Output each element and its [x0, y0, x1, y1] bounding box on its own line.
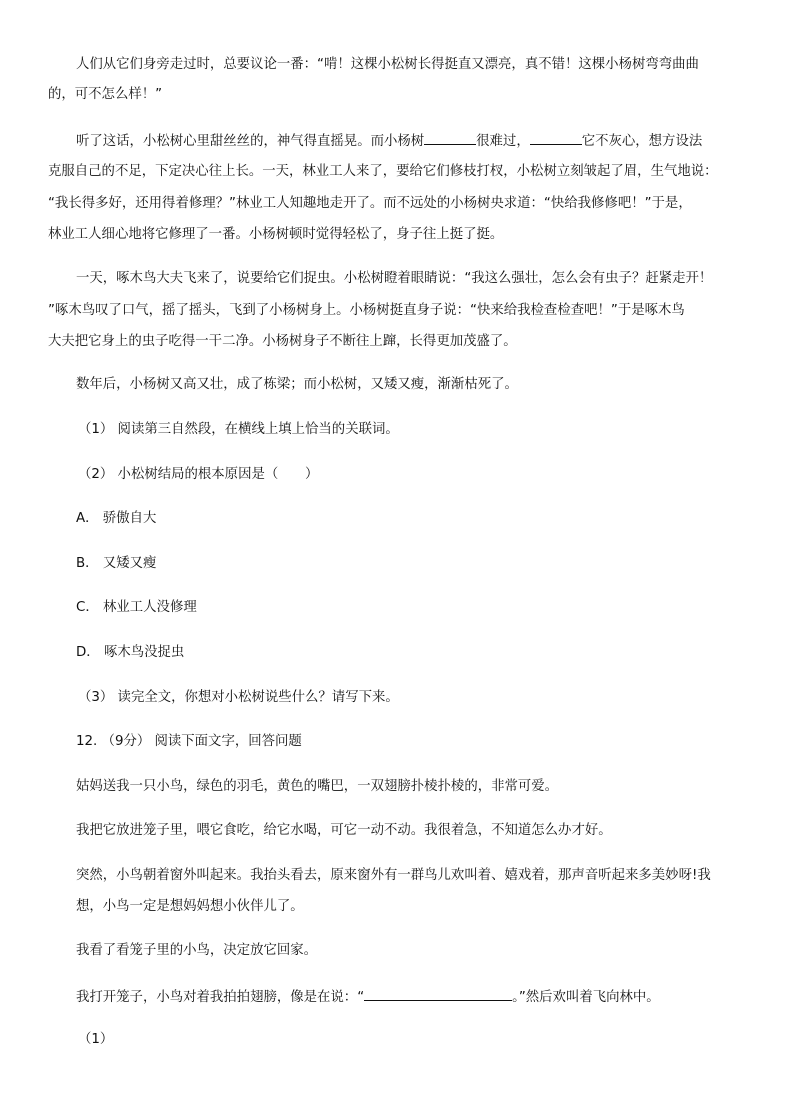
story-sentence-2: 我把它放进笼子里，喂它食吃，给它水喝，可它一动不动。我很着急，不知道怎么办才好。 [76, 823, 612, 838]
paragraph-3-line-3: 大夫把它身上的虫子吃得一干二净。小杨树身子不断往上蹿，长得更加茂盛了。 [48, 334, 517, 349]
answer-blank-quote[interactable] [364, 986, 512, 1001]
paragraph-1-line-2: 的，可不怎么样！” [48, 87, 163, 102]
story-sentence-5-text-b: 。”然后欢叫着飞向林中。 [512, 990, 660, 1005]
paragraph-3-line-2: ”啄木鸟叹了口气，摇了摇头，飞到了小杨树身上。小杨树挺直身子说：“快来给我检查检查吧！”于是啄木鸟 [48, 303, 685, 318]
paragraph-2-line-4: 林业工人细心地将它修理了一番。小杨树顿时觉得轻松了，身子往上挺了挺。 [48, 227, 504, 242]
question-3: （3） 读完全文，你想对小松树说些什么？请写下来。 [78, 690, 399, 705]
paragraph-4: 数年后，小杨树又高又壮，成了栋梁；而小松树，又矮又瘦，渐渐枯死了。 [76, 377, 518, 392]
story-sentence-5-text-a: 我打开笼子，小鸟对着我拍拍翅膀，像是在说：“ [76, 990, 365, 1005]
paragraph-2-line-3: “我长得多好，还用得着修理？”林业工人知趣地走开了。而不远处的小杨树央求道：“快给我修修吧！”于是， [48, 196, 692, 211]
question-2: （2） 小松树结局的根本原因是（ ） [78, 467, 319, 482]
story-sentence-4: 我看了看笼子里的小鸟，决定放它回家。 [76, 943, 318, 958]
paragraph-2-line-1 [76, 130, 750, 152]
item-12-heading: 12. （9分） 阅读下面文字，回答问题 [76, 734, 302, 749]
answer-blank-2[interactable] [530, 130, 582, 145]
story-sentence-3-line-2: 想，小鸟一定是想妈妈想小伙伴儿了。 [76, 899, 304, 914]
story-sentence-1: 姑妈送我一只小鸟，绿色的羽毛，黄色的嘴巴，一双翅膀扑棱扑棱的，非常可爱。 [76, 779, 559, 794]
option-a[interactable]: A． 骄傲自大 [76, 511, 157, 526]
option-d[interactable]: D． 啄木鸟没捉虫 [76, 645, 185, 660]
story-sentence-5 [76, 986, 750, 1008]
paragraph-2-text-b: 很难过， [476, 134, 530, 149]
paragraph-1-line-1: 人们从它们身旁走过时，总要议论一番：“啃！这棵小松树长得挺直又漂亮，真不错！这棵小杨树弯弯曲曲 [76, 57, 699, 72]
story-sentence-3-line-1: 突然，小鸟朝着窗外叫起来。我抬头看去，原来窗外有一群鸟儿欢叫着、嬉戏着，那声音听起来多美妙呀!我 [76, 868, 711, 883]
question-1: （1） 阅读第三自然段，在横线上填上恰当的关联词。 [78, 422, 399, 437]
paragraph-3-line-1: 一天，啄木鸟大夫飞来了，说要给它们捉虫。小松树瞪着眼睛说：“我这么强壮，怎么会有虫子？赶紧走开！ [76, 271, 713, 286]
answer-blank-1[interactable] [424, 130, 476, 145]
paragraph-2-text-a: 听了这话，小松树心里甜丝丝的，神气得直摇晃。而小杨树 [76, 134, 425, 149]
option-b[interactable]: B． 又矮又瘦 [76, 556, 157, 571]
sub-question-1-label: （1） [78, 1032, 114, 1047]
paragraph-2-text-c: 它不灰心，想方设法 [581, 134, 703, 149]
paragraph-2-line-2: 克服自己的不足，下定决心往上长。一天，林业工人来了，要给它们修枝打杈，小松树立刻皱起了眉，生气地说： [48, 164, 718, 179]
option-c[interactable]: C． 林业工人没修理 [76, 600, 197, 615]
